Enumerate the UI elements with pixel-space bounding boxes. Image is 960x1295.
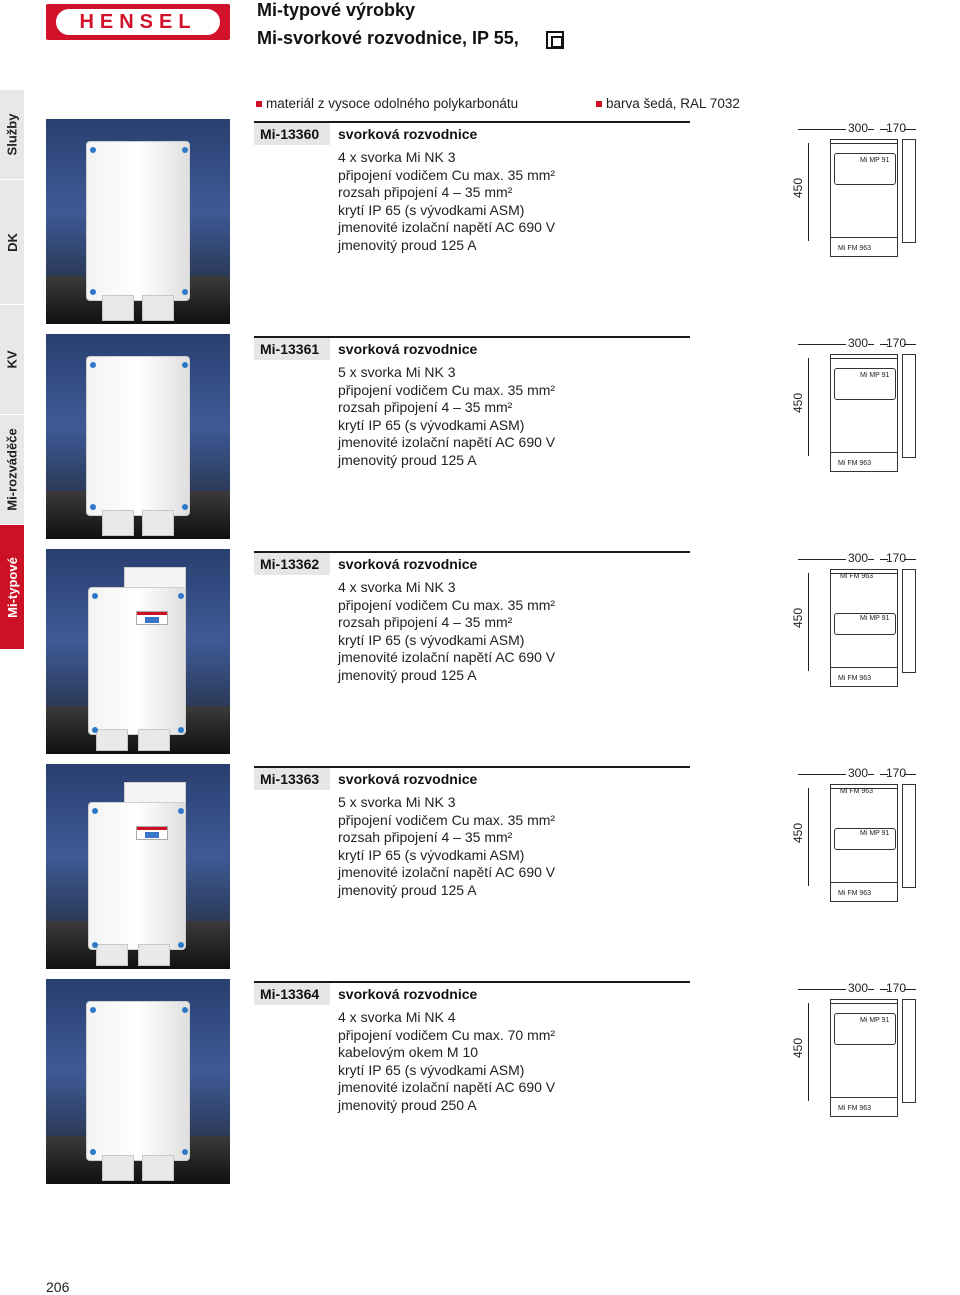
cover-line [830, 358, 898, 359]
mp-label: Mi MP 91 [860, 372, 890, 379]
screw-icon [90, 504, 96, 510]
fm-label: Mi FM 963 [838, 245, 872, 252]
spec-line: připojení vodičem Cu max. 70 mm² [338, 1026, 556, 1043]
screw-icon [182, 504, 188, 510]
cover-line [830, 1097, 898, 1098]
spec-list [338, 364, 555, 470]
spec-line: jmenovitý proud 125 A [338, 236, 477, 253]
tab-label: DK [4, 232, 20, 252]
product-name: svorková rozvodnice [338, 341, 478, 357]
bullet-icon [596, 101, 602, 107]
fm-label: Mi FM 963 [838, 675, 872, 682]
spec-line: 4 x svorka Mi NK 3 [338, 579, 456, 595]
enclosure-foot [102, 510, 134, 536]
product-code: Mi-13362 [254, 553, 330, 575]
spec-line: kabelovým okem M 10 [338, 1044, 479, 1061]
page-title: Mi-typové výrobky [257, 0, 416, 20]
spec-list [338, 1009, 555, 1115]
dimension-line [798, 989, 846, 990]
enclosure-side [902, 784, 916, 888]
enclosure-foot [96, 729, 128, 751]
spec-line: jmenovité izolační napětí AC 690 V [338, 434, 556, 451]
screw-icon [92, 727, 98, 733]
cover-line [830, 143, 898, 144]
dimension-line [798, 129, 846, 130]
height-dimension: 450 [791, 607, 806, 629]
product-photo [46, 549, 230, 754]
screw-icon [90, 147, 96, 153]
spec-line: krytí IP 65 (s vývodkami ASM) [338, 1061, 525, 1078]
spec-line: jmenovitý proud 125 A [338, 451, 477, 468]
spec-line: 4 x svorka Mi NK 3 [338, 149, 456, 165]
product-code: Mi-13364 [254, 983, 330, 1005]
screw-icon [182, 1149, 188, 1155]
enclosure-foot [138, 729, 170, 751]
fm-label: Mi FM 963 [840, 573, 874, 580]
spec-line: připojení vodičem Cu max. 35 mm² [338, 381, 556, 398]
spec-line: jmenovité izolační napětí AC 690 V [338, 649, 556, 666]
screw-icon [178, 593, 184, 599]
dimension-drawing [768, 979, 918, 1184]
depth-dimension: 170 [886, 766, 907, 780]
spec-line: připojení vodičem Cu max. 35 mm² [338, 596, 556, 613]
product-name: svorková rozvodnice [338, 986, 478, 1002]
cover-line [830, 667, 898, 668]
material-text: materiál z vysoce odolného polykarbonátu [266, 96, 519, 111]
height-dimension-line [808, 358, 809, 456]
page-subtitle: Mi-svorkové rozvodnice, IP 55, [257, 28, 519, 48]
screw-icon [90, 1007, 96, 1013]
height-dimension-line [808, 788, 809, 886]
type-label [136, 826, 168, 840]
tab-dk[interactable] [0, 180, 24, 305]
enclosure-box [86, 1001, 190, 1161]
mp-label: Mi MP 91 [860, 615, 890, 622]
product-row [46, 119, 916, 324]
double-square-icon [546, 31, 564, 49]
mp-label: Mi MP 91 [860, 830, 890, 837]
tab-label: Mi-typové [4, 556, 20, 618]
logo-badge [56, 9, 220, 35]
tab-label: KV [4, 350, 20, 369]
product-name: svorková rozvodnice [338, 556, 478, 572]
tab-mi-rozvadece[interactable] [0, 415, 24, 525]
enclosure-side [902, 999, 916, 1103]
spec-line: rozsah připojení 4 – 35 mm² [338, 399, 513, 416]
width-dimension: 300 [848, 121, 869, 135]
screw-icon [92, 593, 98, 599]
dimension-line [868, 774, 874, 775]
spec-line: rozsah připojení 4 – 35 mm² [338, 829, 513, 846]
spec-line: 4 x svorka Mi NK 4 [338, 1009, 456, 1025]
dimension-drawing [768, 764, 918, 969]
screw-icon [90, 1149, 96, 1155]
material-note [256, 96, 518, 111]
type-label [136, 611, 168, 625]
product-code: Mi-13363 [254, 768, 330, 790]
enclosure-foot [142, 510, 174, 536]
width-dimension: 300 [848, 766, 869, 780]
spec-line: jmenovité izolační napětí AC 690 V [338, 864, 556, 881]
cover-line [830, 1003, 898, 1004]
tab-kv[interactable] [0, 305, 24, 415]
enclosure-box [88, 587, 186, 735]
spec-line: 5 x svorka Mi NK 3 [338, 364, 456, 380]
mp-label: Mi MP 91 [860, 157, 890, 164]
product-row [46, 549, 916, 754]
dimension-line [868, 129, 874, 130]
spec-list [338, 794, 555, 900]
spec-line: rozsah připojení 4 – 35 mm² [338, 184, 513, 201]
dimension-drawing [768, 334, 918, 539]
spec-line: jmenovité izolační napětí AC 690 V [338, 219, 556, 236]
color-note [596, 96, 740, 111]
screw-icon [92, 942, 98, 948]
enclosure-box [88, 802, 186, 950]
color-text: barva šedá, RAL 7032 [606, 96, 740, 111]
spec-line: rozsah připojení 4 – 35 mm² [338, 614, 513, 631]
height-dimension: 450 [791, 392, 806, 414]
screw-icon [182, 1007, 188, 1013]
spec-line: jmenovité izolační napětí AC 690 V [338, 1079, 556, 1096]
product-row [46, 764, 916, 969]
product-code: Mi-13361 [254, 338, 330, 360]
height-dimension-line [808, 573, 809, 671]
spec-line: krytí IP 65 (s vývodkami ASM) [338, 631, 525, 648]
product-photo [46, 764, 230, 969]
dimension-drawing [768, 549, 918, 754]
enclosure-box [86, 356, 190, 516]
tab-mi-typove[interactable] [0, 525, 24, 650]
width-dimension: 300 [848, 551, 869, 565]
screw-icon [182, 362, 188, 368]
enclosure-foot [142, 1155, 174, 1181]
logo-text: HENSEL [79, 10, 197, 33]
fm-label: Mi FM 963 [838, 1105, 872, 1112]
enclosure-side [902, 354, 916, 458]
screw-icon [90, 289, 96, 295]
dimension-line [798, 559, 846, 560]
dimension-line [868, 559, 874, 560]
fm-label: Mi FM 963 [840, 788, 874, 795]
spec-list [338, 149, 555, 255]
section-sidebar [0, 90, 24, 650]
spec-list [338, 579, 555, 685]
screw-icon [178, 808, 184, 814]
spec-line: jmenovitý proud 125 A [338, 666, 477, 683]
height-dimension-line [808, 1003, 809, 1101]
tab-label: Mi-rozváděče [4, 428, 20, 511]
spec-line: krytí IP 65 (s vývodkami ASM) [338, 416, 525, 433]
spec-line: 5 x svorka Mi NK 3 [338, 794, 456, 810]
depth-dimension: 170 [886, 551, 907, 565]
depth-dimension: 170 [886, 121, 907, 135]
tab-label: Služby [4, 113, 20, 156]
bullet-icon [256, 101, 262, 107]
enclosure-foot [142, 295, 174, 321]
product-photo [46, 979, 230, 1184]
height-dimension: 450 [791, 1037, 806, 1059]
spec-line: jmenovitý proud 250 A [338, 1096, 477, 1113]
enclosure-side [902, 569, 916, 673]
spec-line: krytí IP 65 (s vývodkami ASM) [338, 201, 525, 218]
enclosure-foot [102, 1155, 134, 1181]
height-dimension: 450 [791, 822, 806, 844]
cover-line [830, 882, 898, 883]
enclosure-foot [138, 944, 170, 966]
page-number: 206 [46, 1279, 70, 1295]
product-code: Mi-13360 [254, 123, 330, 145]
cover-line [830, 452, 898, 453]
screw-icon [92, 808, 98, 814]
dimension-line [868, 344, 874, 345]
spec-line: krytí IP 65 (s vývodkami ASM) [338, 846, 525, 863]
screw-icon [90, 362, 96, 368]
spec-line: jmenovitý proud 125 A [338, 881, 477, 898]
enclosure-box [86, 141, 190, 301]
width-dimension: 300 [848, 336, 869, 350]
screw-icon [182, 289, 188, 295]
fm-label: Mi FM 963 [838, 890, 872, 897]
dimension-line [798, 774, 846, 775]
product-name: svorková rozvodnice [338, 771, 478, 787]
product-row [46, 979, 916, 1184]
enclosure-foot [96, 944, 128, 966]
mp-label: Mi MP 91 [860, 1017, 890, 1024]
depth-dimension: 170 [886, 981, 907, 995]
hensel-logo [46, 4, 230, 40]
depth-dimension: 170 [886, 336, 907, 350]
screw-icon [178, 727, 184, 733]
dimension-line [868, 989, 874, 990]
spec-line: připojení vodičem Cu max. 35 mm² [338, 811, 556, 828]
spec-line: připojení vodičem Cu max. 35 mm² [338, 166, 556, 183]
dimension-drawing [768, 119, 918, 324]
cover-line [830, 237, 898, 238]
height-dimension: 450 [791, 177, 806, 199]
product-row [46, 334, 916, 539]
height-dimension-line [808, 143, 809, 241]
enclosure-foot [102, 295, 134, 321]
screw-icon [182, 147, 188, 153]
product-photo [46, 334, 230, 539]
tab-sluzby[interactable] [0, 90, 24, 180]
screw-icon [178, 942, 184, 948]
fm-label: Mi FM 963 [838, 460, 872, 467]
width-dimension: 300 [848, 981, 869, 995]
dimension-line [798, 344, 846, 345]
product-name: svorková rozvodnice [338, 126, 478, 142]
product-photo [46, 119, 230, 324]
enclosure-side [902, 139, 916, 243]
